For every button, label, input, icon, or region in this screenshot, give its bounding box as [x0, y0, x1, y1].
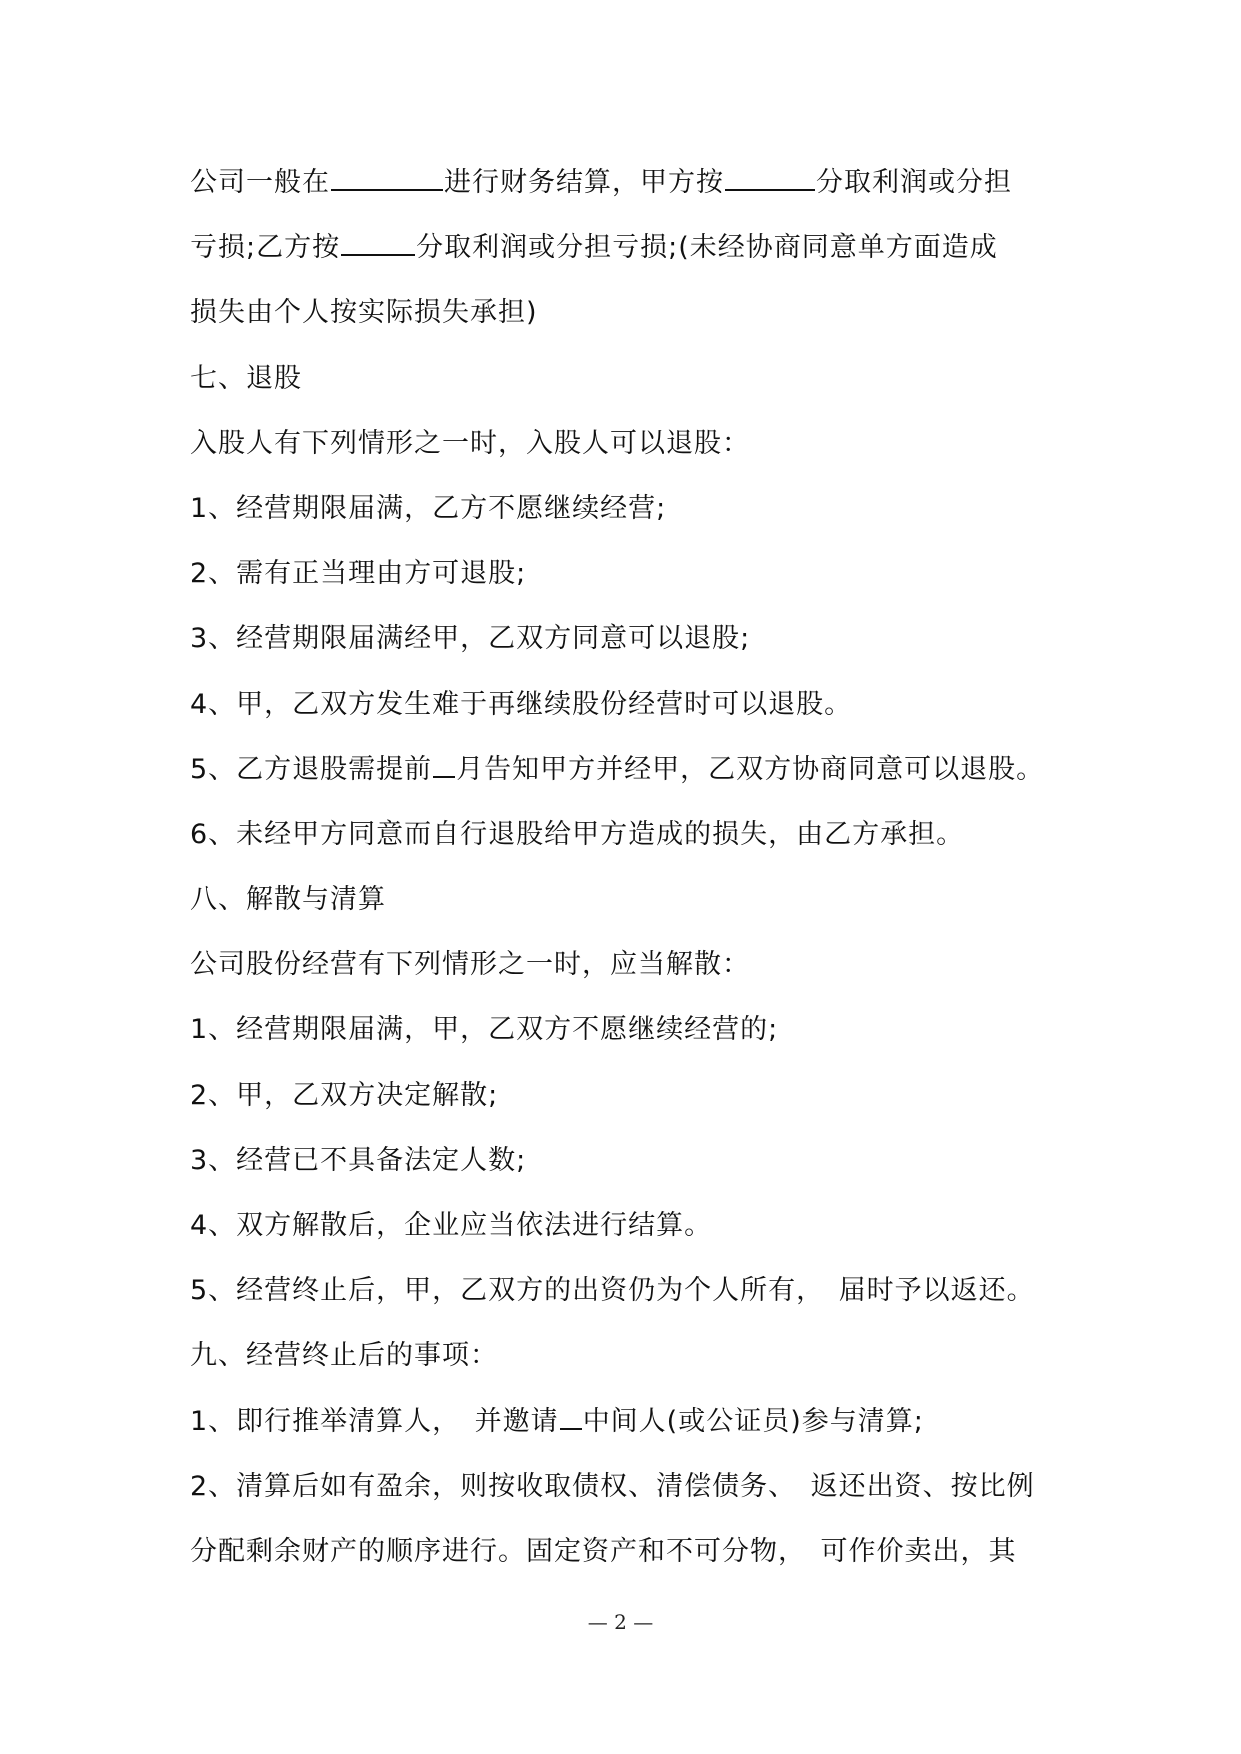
list-item: 2、甲，乙双方决定解散;: [190, 1079, 499, 1111]
section-heading: 九、经营终止后的事项：: [190, 1340, 498, 1372]
fill-in-blank: [341, 228, 415, 256]
paragraph-line: 公司股份经营有下列情形之一时，应当解散：: [190, 949, 750, 981]
list-item: 2、清算后如有盈余，则按收取债权、清偿债务、 返还出资、按比例: [190, 1470, 1035, 1502]
fill-in-blank: [331, 163, 443, 191]
page-number: — 2 —: [587, 1610, 654, 1634]
fill-in-blank: [725, 163, 815, 191]
list-item: [190, 1389, 1070, 1454]
fill-in-blank: [433, 750, 455, 778]
paragraph-line: 损失由个人按实际损失承担): [190, 297, 538, 329]
line-text: 分取利润或分担: [816, 167, 1012, 198]
line-text: 月告知甲方并经甲，乙双方协商同意可以退股。: [456, 753, 1045, 785]
line-text: 1、即行推举清算人， 并邀请: [190, 1405, 559, 1437]
list-item: 1、经营期限届满，乙方不愿继续经营;: [190, 492, 667, 524]
line-text: 公司一般在: [190, 167, 330, 198]
paragraph-line: 分配剩余财产的顺序进行。固定资产和不可分物， 可作价卖出，其: [190, 1535, 1017, 1567]
paragraph-line: 入股人有下列情形之一时，入股人可以退股：: [190, 427, 750, 459]
line-text: 亏损;乙方按: [190, 232, 341, 264]
list-item: [190, 737, 1070, 802]
line-text: 5、乙方退股需提前: [190, 753, 433, 785]
list-item: 4、甲，乙双方发生难于再继续股份经营时可以退股。: [190, 688, 853, 720]
document-body: [190, 150, 1070, 1584]
list-item: 1、经营期限届满，甲，乙双方不愿继续经营的;: [190, 1014, 779, 1046]
list-item: 5、经营终止后，甲，乙双方的出资仍为个人所有， 届时予以返还。: [190, 1275, 1035, 1307]
fill-in-blank: [560, 1402, 582, 1430]
list-item: 4、双方解散后，企业应当依法进行结算。: [190, 1210, 713, 1241]
list-item: 3、经营期限届满经甲，乙双方同意可以退股;: [190, 623, 751, 655]
paragraph-line: [190, 215, 1070, 280]
list-item: 6、未经甲方同意而自行退股给甲方造成的损失，由乙方承担。: [190, 818, 965, 850]
section-heading: 八、解散与清算: [190, 884, 386, 916]
section-heading: 七、退股: [190, 362, 302, 394]
list-item: 3、经营已不具备法定人数;: [190, 1144, 527, 1176]
list-item: 2、需有正当理由方可退股;: [190, 558, 527, 590]
line-text: 分取利润或分担亏损;(未经协商同意单方面造成: [416, 232, 998, 264]
line-text: 进行财务结算，甲方按: [444, 167, 724, 198]
paragraph-line: [190, 150, 1070, 215]
line-text: 中间人(或公证员)参与清算;: [582, 1405, 924, 1437]
